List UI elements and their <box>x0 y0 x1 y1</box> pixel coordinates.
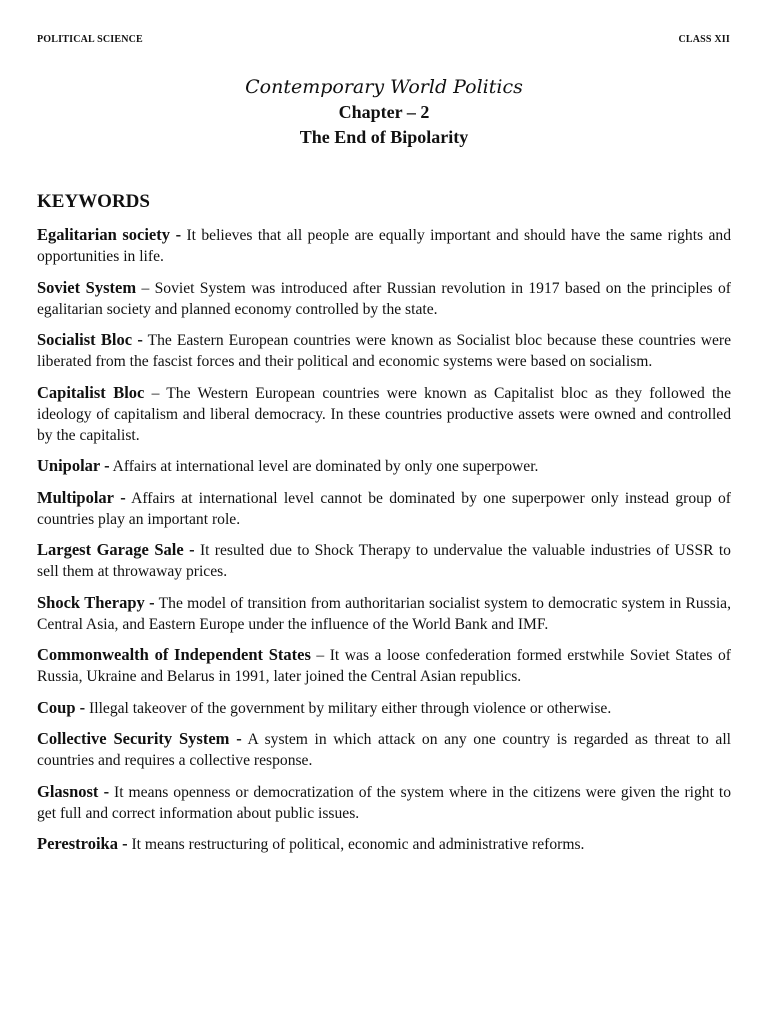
keyword-definition: Affairs at international level cannot be dominated by one superpower only instead group of countries play an important role. <box>37 489 731 528</box>
keyword-term: Largest Garage Sale - <box>37 540 195 559</box>
keywords-heading: KEYWORDS <box>37 191 150 212</box>
keyword-term: Soviet System <box>37 277 137 297</box>
keyword-definition: The model of transition from authoritarian socialist system to democratic system in Russia, Central Asia, and Eastern Europe under the influence of the World Bank and IMF. <box>37 594 731 633</box>
book-title: Contemporary World Politics <box>245 76 523 98</box>
keyword-definition: Affairs at international level are dominated by only one superpower. <box>109 458 539 475</box>
keyword-entry <box>37 781 731 824</box>
keyword-term: Multipolar - <box>37 487 126 507</box>
keyword-term: Capitalist Bloc <box>37 382 145 402</box>
keyword-term: Glasnost - <box>37 781 110 801</box>
keyword-entry <box>37 539 731 582</box>
keyword-definition: It means openness or democratization of the system where in the citizens were given the right to get full and correct information about public issues. <box>37 783 731 822</box>
keyword-term: Perestroika - <box>37 834 128 853</box>
keyword-definition: The Eastern European countries were known as Socialist bloc because these countries were liberated from the fascist forces and their political and economic systems were based on socialism. <box>37 332 731 370</box>
keyword-term: Collective Security System - <box>37 729 242 748</box>
keyword-term: Unipolar - <box>37 456 110 475</box>
keyword-entry <box>37 224 731 267</box>
keyword-list <box>37 224 731 865</box>
keyword-term: Coup - <box>37 697 86 717</box>
keyword-entry <box>37 697 731 719</box>
keyword-entry <box>37 329 731 372</box>
keyword-definition: Illegal takeover of the government by military either through violence or otherwise. <box>85 699 612 717</box>
subject-header: POLITICAL SCIENCE <box>37 34 143 45</box>
keyword-definition: It resulted due to Shock Therapy to undervalue the valuable industries of USSR to sell them at throwaway prices. <box>37 542 731 580</box>
keyword-term: Socialist Bloc - <box>37 330 143 349</box>
keyword-entry <box>37 728 731 771</box>
keyword-entry <box>37 644 731 687</box>
keyword-entry <box>37 455 731 477</box>
keyword-definition: A system in which attack on any one country is regarded as threat to all countries and requires a collective response. <box>37 731 731 769</box>
keyword-entry <box>37 277 731 320</box>
keyword-entry <box>37 833 731 855</box>
keyword-entry <box>37 382 731 446</box>
class-header: CLASS XII <box>678 34 730 45</box>
keyword-definition: – The Western European countries were known as Capitalist bloc as they followed the ideology of capitalism and liberal democracy. In these countries productive assets were owned and controlled by the capitalist. <box>37 384 731 444</box>
title-block <box>0 74 768 150</box>
keyword-term: Egalitarian society - <box>37 225 182 244</box>
keyword-entry <box>37 487 731 530</box>
keyword-definition: – Soviet System was introduced after Russian revolution in 1917 based on the principles of egalitarian society and planned economy controlled by the state. <box>37 279 731 318</box>
keyword-definition: – It was a loose confederation formed erstwhile Soviet States of Russia, Ukraine and Belarus in 1991, later joined the Central Asian republics. <box>37 647 731 685</box>
chapter-number: Chapter – 2 <box>338 102 430 122</box>
keyword-term: Commonwealth of Independent States <box>37 645 311 664</box>
keyword-definition: It means restructuring of political, economic and administrative reforms. <box>127 836 585 853</box>
keyword-definition: It believes that all people are equally important and should have the same rights and opportunities in life. <box>37 227 731 265</box>
keyword-term: Shock Therapy - <box>37 592 155 612</box>
keyword-entry <box>37 592 731 635</box>
chapter-title: The End of Bipolarity <box>299 127 469 147</box>
